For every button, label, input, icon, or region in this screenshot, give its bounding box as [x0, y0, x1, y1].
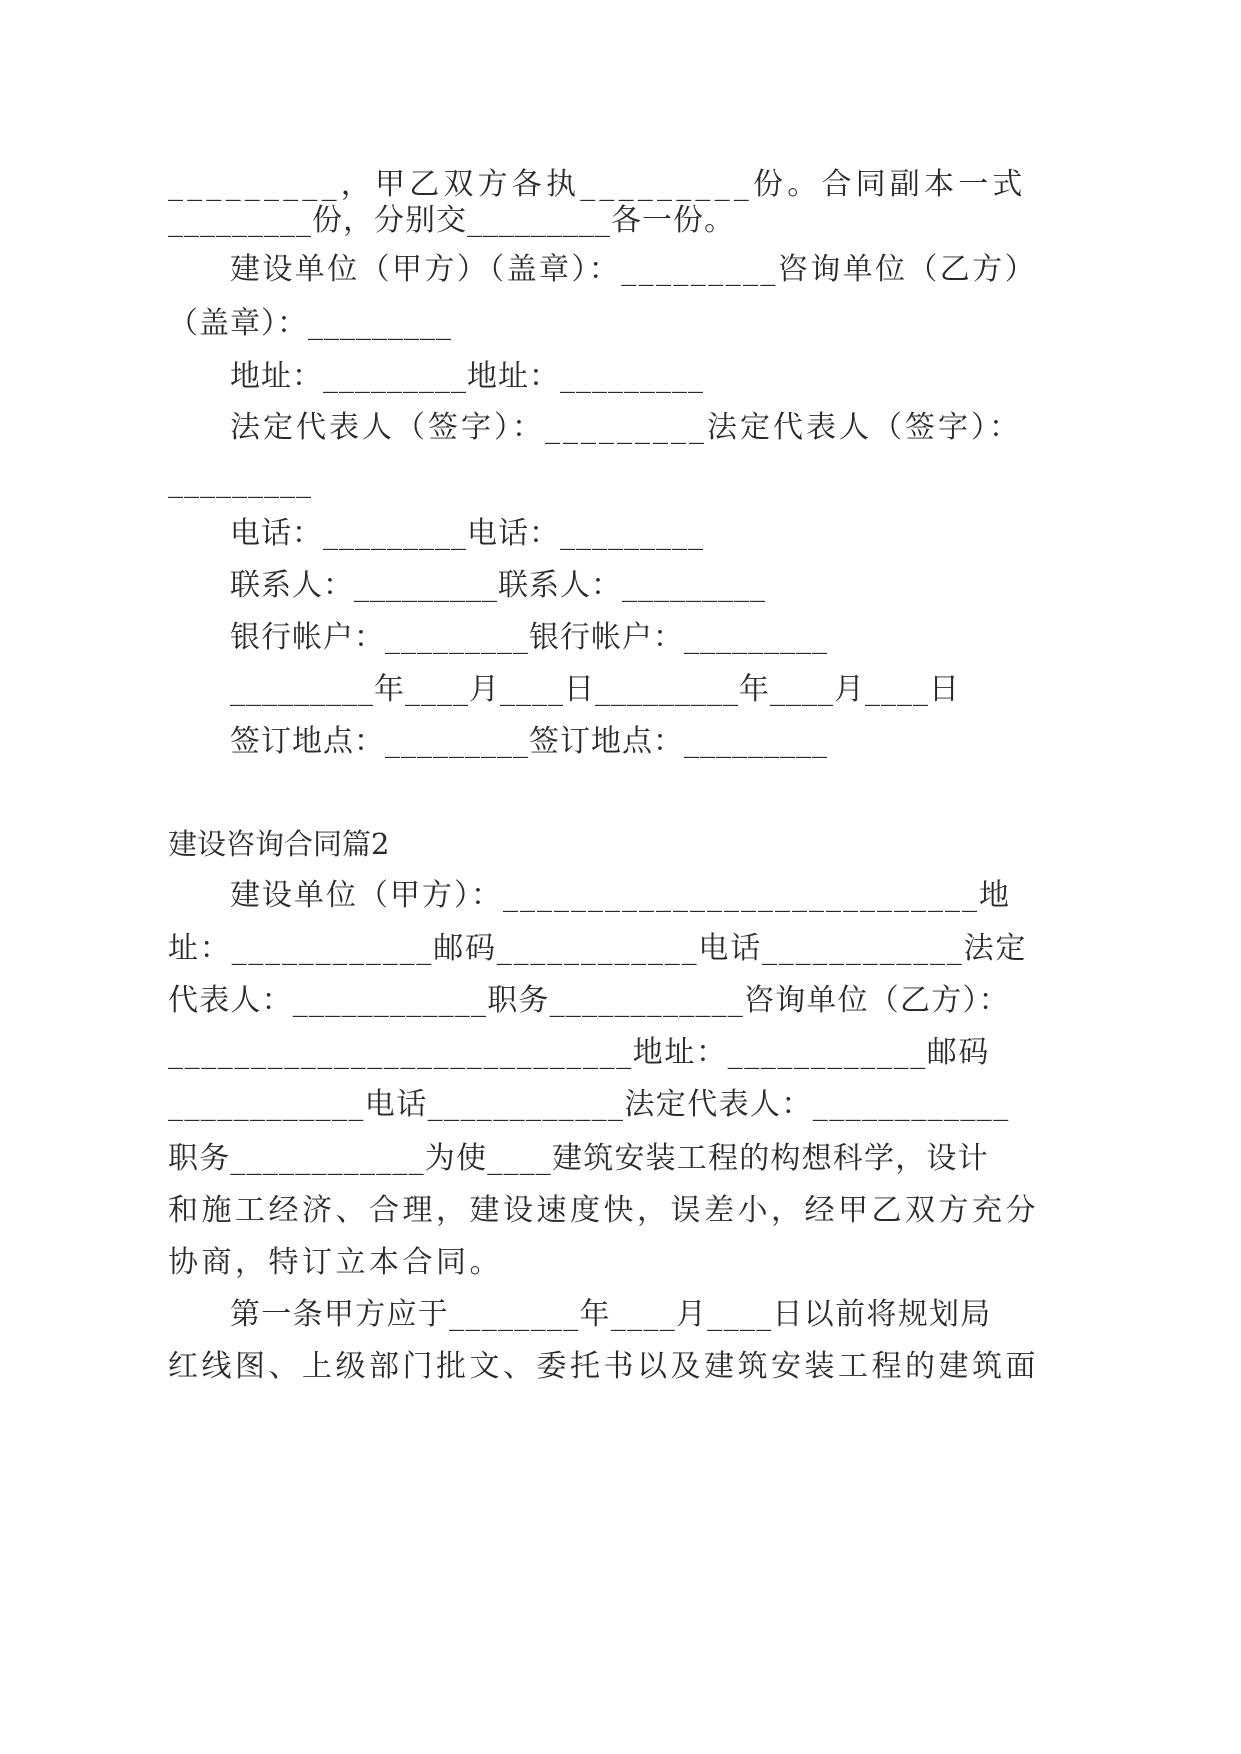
- text-line: 协商，特订立本合同。: [168, 1245, 503, 1280]
- text-line: 代表人：____________职务____________咨询单位（乙方）：: [168, 983, 1010, 1018]
- text-line: 银行帐户：_________银行帐户：_________: [230, 620, 828, 655]
- text-line: 电话：_________电话：_________: [230, 516, 704, 551]
- text-line: 联系人：_________联系人：_________: [230, 568, 766, 603]
- text-line: _________份，分别交_________各一份。: [168, 203, 735, 238]
- text-line: （盖章）：_________: [168, 306, 452, 341]
- text-line: 签订地点：_________签订地点：_________: [230, 724, 828, 759]
- text-line: 地址：_________地址：_________: [230, 359, 704, 394]
- text-line: _________年____月____日_________年____月____日: [230, 672, 960, 707]
- text-line: ____________________________地址：____________邮码: [168, 1035, 990, 1070]
- text-line: ____________电话____________法定代表人：____________: [168, 1087, 1010, 1122]
- text-line: 和施工经济、合理，建设速度快，误差小，经甲乙双方充分: [168, 1193, 1039, 1228]
- section-heading: 建设咨询合同篇2: [168, 827, 390, 861]
- text-line: 第一条甲方应于________年____月____日以前将规划局: [230, 1297, 992, 1332]
- text-line: 法定代表人（签字）：_________法定代表人（签字）：: [230, 410, 1022, 445]
- text-line: 建设单位（甲方）（盖章）：_________咨询单位（乙方）: [230, 252, 1037, 287]
- text-line: _________，甲乙双方各执_________份。合同副本一式: [168, 167, 1027, 202]
- text-line: _________: [168, 464, 312, 499]
- text-line: 址：____________邮码____________电话____________法定: [168, 931, 1028, 966]
- text-line: 职务____________为使____建筑安装工程的构想科学，设计: [168, 1141, 989, 1176]
- text-line: 红线图、上级部门批文、委托书以及建筑安装工程的建筑面: [168, 1349, 1039, 1384]
- text-line: 建设单位（甲方）：____________________________地: [230, 878, 1011, 913]
